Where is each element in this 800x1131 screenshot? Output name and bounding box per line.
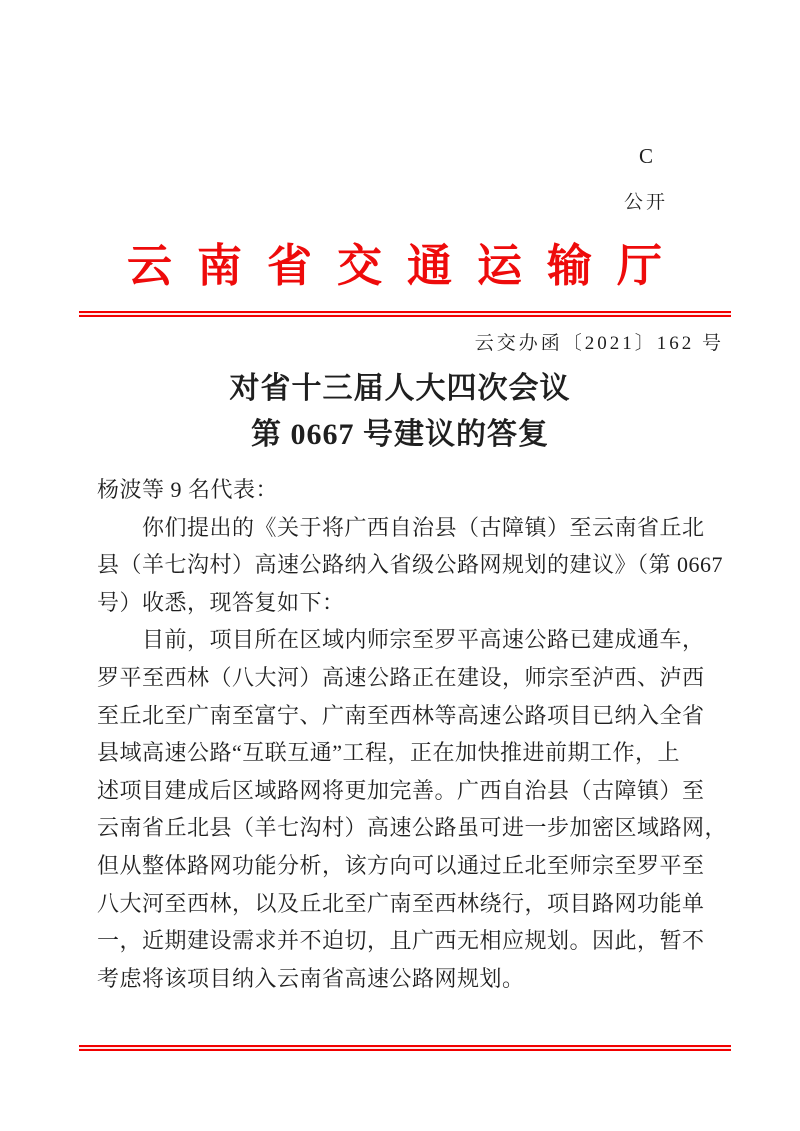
body-line: 目前，项目所在区域内师宗至罗平高速公路已建成通车， (97, 627, 705, 653)
body-line: 但从整体路网功能分析，该方向可以通过丘北至师宗至罗平至 (97, 852, 705, 878)
body-line: 罗平至西林（八大河）高速公路正在建设，师宗至泸西、泸西 (97, 664, 705, 690)
salutation-line: 杨波等 9 名代表： (97, 477, 279, 502)
body-line: 八大河至西林，以及丘北至广南至西林绕行，项目路网功能单 (97, 890, 705, 916)
document-title-line-2: 第 0667 号建议的答复 (251, 418, 549, 451)
body-line: 述项目建成后区域路网将更加完善。广西自治县（古障镇）至 (97, 777, 705, 803)
body-line: 一，近期建设需求并不迫切，且广西无相应规划。因此，暂不 (97, 928, 705, 954)
document-title-line-1: 对省十三届人大四次会议 (229, 372, 571, 405)
body-line: 县（羊七沟村）高速公路纳入省级公路网规划的建议》（第 0667 (97, 552, 724, 578)
header-red-rule (79, 311, 731, 317)
document-number: 云交办函〔2021〕162 号 (474, 333, 724, 354)
publicity-label: 公开 (624, 192, 669, 213)
body-line: 考虑将该项目纳入云南省高速公路网规划。 (97, 965, 525, 991)
footer-red-rule (79, 1045, 731, 1051)
body-line: 云南省丘北县（羊七沟村）高速公路虽可进一步加密区域路网， (97, 815, 728, 841)
body-line: 你们提出的《关于将广西自治县（古障镇）至云南省丘北 (97, 514, 705, 540)
classification-mark: C (639, 144, 655, 168)
body-line: 号）收悉，现答复如下： (97, 589, 345, 615)
document-title (0, 366, 800, 458)
agency-header-title: 云南省交通运输厅 (127, 241, 688, 291)
document-body (97, 471, 727, 997)
body-line: 至丘北至广南至富宁、广南至西林等高速公路项目已纳入全省 (97, 702, 705, 728)
body-line: 县域高速公路“互联互通”工程，正在加快推进前期工作，上 (97, 740, 681, 766)
